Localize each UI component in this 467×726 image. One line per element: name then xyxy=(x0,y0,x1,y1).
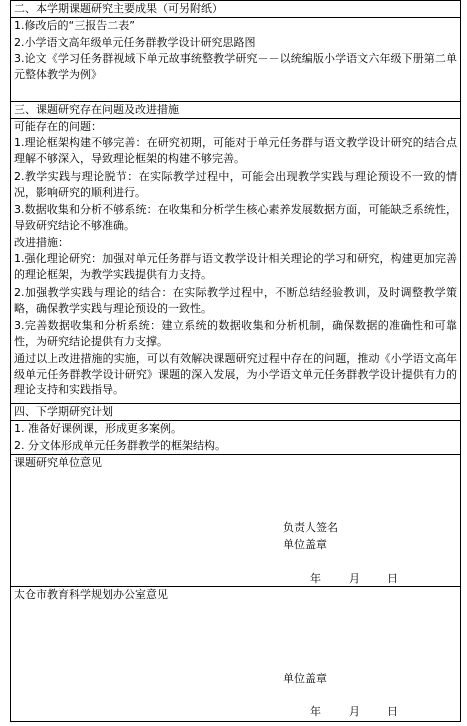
plan-item-2: 2. 分文体形成单元任务群教学的框架结构。 xyxy=(14,439,226,452)
unit-opinion-heading: 课题研究单位意见 xyxy=(14,456,102,469)
section-2-heading: 二、本学期课题研究主要成果（可另附纸） xyxy=(14,2,223,15)
report-form xyxy=(10,0,461,722)
result-item-3: 3.论文《学习任务群视域下单元故事统整教学研究－－以统编版小学语文六年级下册第二单元整体教学为例》 xyxy=(14,52,457,81)
result-item-1: 1.修改后的“三报告二表” xyxy=(14,19,135,32)
problem-item-2: 2.教学实践与理论脱节：在实际教学过程中，可能会出现教学实践与理论预设不一致的情况，影响研究的顺利进行。 xyxy=(14,170,457,199)
office-opinion-heading: 太仓市教育科学规划办公室意见 xyxy=(14,588,168,601)
problem-item-1: 1.理论框架构建不够完善：在研究初期，可能对于单元任务群与语文教学设计研究的结合点理解不够深入，导致理论框架的构建不够完善。 xyxy=(14,136,457,165)
problems-title: 可能存在的问题： xyxy=(14,120,102,133)
unit-date-day: 日 xyxy=(387,572,398,585)
office-date-day: 日 xyxy=(387,705,398,718)
section-3-heading: 三、课题研究存在问题及改进措施 xyxy=(14,103,179,116)
measure-item-2: 2.加强教学实践与理论的结合：在实际教学过程中，不断总结经验教训，及时调整教学策略，确保教学实践与理论预设的一致性。 xyxy=(14,286,457,315)
measures-title: 改进措施： xyxy=(14,236,69,249)
measure-item-3: 3.完善数据收集和分析系统：建立系统的数据收集和分析机制，确保数据的准确性和可靠性，为研究结论提供有力支撑。 xyxy=(14,319,457,348)
improvement-summary: 通过以上改进措施的实施，可以有效解决课题研究过程中存在的问题，推动《小学语文高年级单元任务群教学设计研究》课题的深入发展，为小学语文单元任务群教学设计提供有力的理论支持和实践指导。 xyxy=(14,352,457,396)
problem-item-3: 3.数据收集和分析不够系统：在收集和分析学生核心素养发展数据方面，可能缺乏系统性，导致研究结论不够准确。 xyxy=(14,203,457,232)
measure-item-1: 1.强化理论研究：加强对单元任务群与语文教学设计相关理论的学习和研究，构建更加完善的理论框架，为教学实践提供有力支持。 xyxy=(14,252,457,281)
signer-label: 负责人签名 xyxy=(283,521,338,534)
plan-item-1: 1. 准备好课例课，形成更多案例。 xyxy=(14,422,182,435)
section-4-heading: 四、下学期研究计划 xyxy=(14,405,113,418)
unit-date-month: 月 xyxy=(349,572,360,585)
result-item-2: 2.小学语文高年级单元任务群教学设计研究思路图 xyxy=(14,36,256,49)
office-date-month: 月 xyxy=(349,705,360,718)
unit-seal-label: 单位盖章 xyxy=(283,538,327,551)
office-date-year: 年 xyxy=(310,705,321,718)
unit-date-year: 年 xyxy=(310,572,321,585)
office-seal-label: 单位盖章 xyxy=(283,672,327,685)
